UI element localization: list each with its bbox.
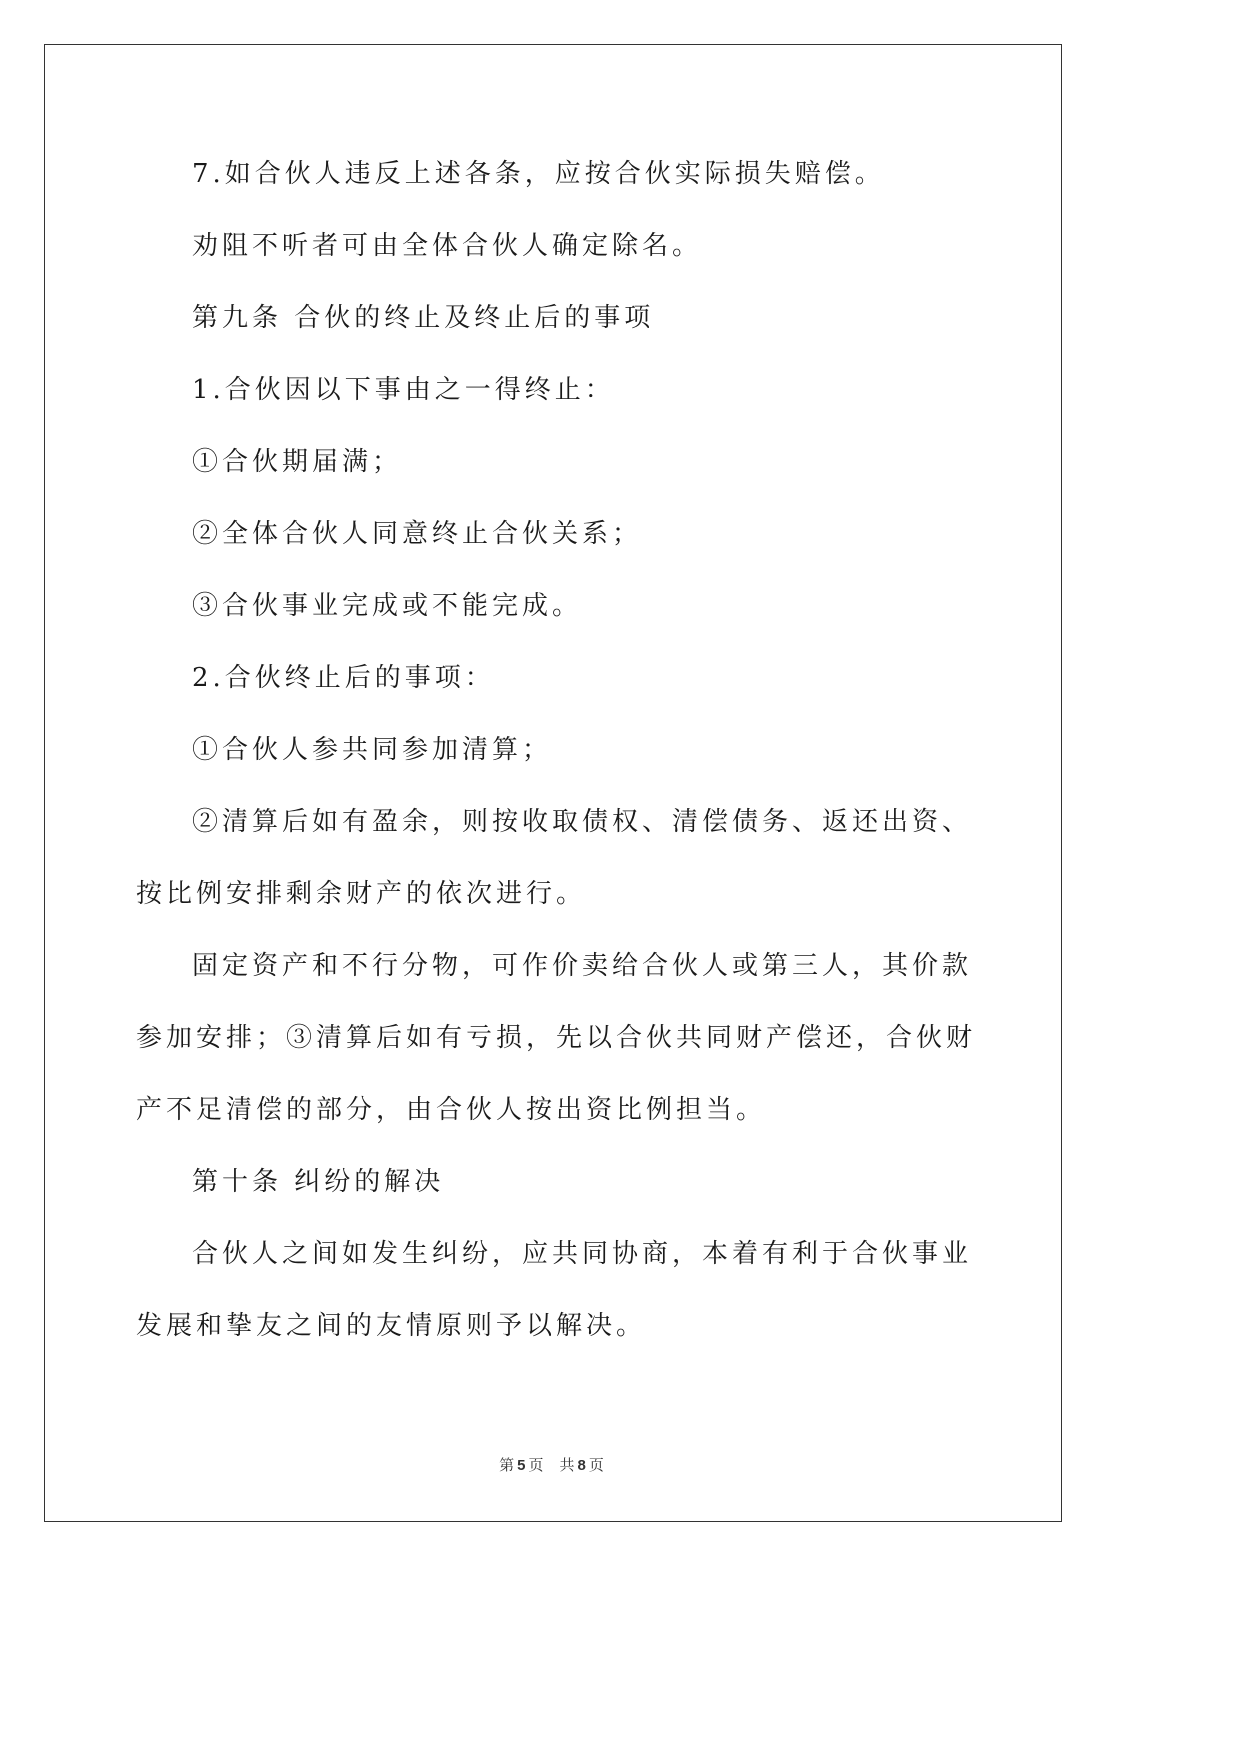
- page-suffix: 页: [528, 1456, 544, 1474]
- paragraph-after-termination: 2.合伙终止后的事项：: [192, 663, 495, 693]
- list-item-business-done: ③合伙事业完成或不能完成。: [192, 591, 583, 621]
- page-number: 5: [517, 1457, 526, 1474]
- paragraph-removal: 劝阻不听者可由全体合伙人确定除名。: [192, 231, 703, 261]
- list-item-term-expired: ①合伙期届满；: [192, 447, 403, 477]
- paragraph-fixed-assets: 固定资产和不行分物，可作价卖给合伙人或第三人，其价款参加安排；③清算后如有亏损，先以合伙共同财产偿还，合伙财产不足清偿的部分，由合伙人按出资比例担当。: [136, 951, 977, 1125]
- total-pages: 8: [577, 1457, 586, 1474]
- article-10-heading: 第十条 纠纷的解决: [192, 1167, 445, 1197]
- page-prefix: 第: [499, 1456, 515, 1474]
- list-item-surplus: ②清算后如有盈余，则按收取债权、清偿债务、返还出资、按比例安排剩余财产的依次进行。: [136, 807, 973, 909]
- paragraph-termination-causes: 1.合伙因以下事由之一得终止：: [192, 375, 615, 405]
- paragraph-clause-7: 7.如合伙人违反上述各条，应按合伙实际损失赔偿。: [192, 159, 885, 189]
- list-item-all-agree: ②全体合伙人同意终止合伙关系；: [192, 519, 643, 549]
- article-9-heading: 第九条 合伙的终止及终止后的事项: [192, 303, 655, 333]
- total-suffix: 页: [588, 1456, 604, 1474]
- total-prefix: 共: [559, 1456, 575, 1474]
- list-item-liquidation: ①合伙人参共同参加清算；: [192, 735, 553, 765]
- paragraph-dispute-resolution: 合伙人之间如发生纠纷，应共同协商，本着有利于合伙事业发展和挚友之间的友情原则予以解决。: [136, 1239, 973, 1341]
- document-body: [136, 138, 976, 1362]
- page-footer: [0, 1454, 1103, 1475]
